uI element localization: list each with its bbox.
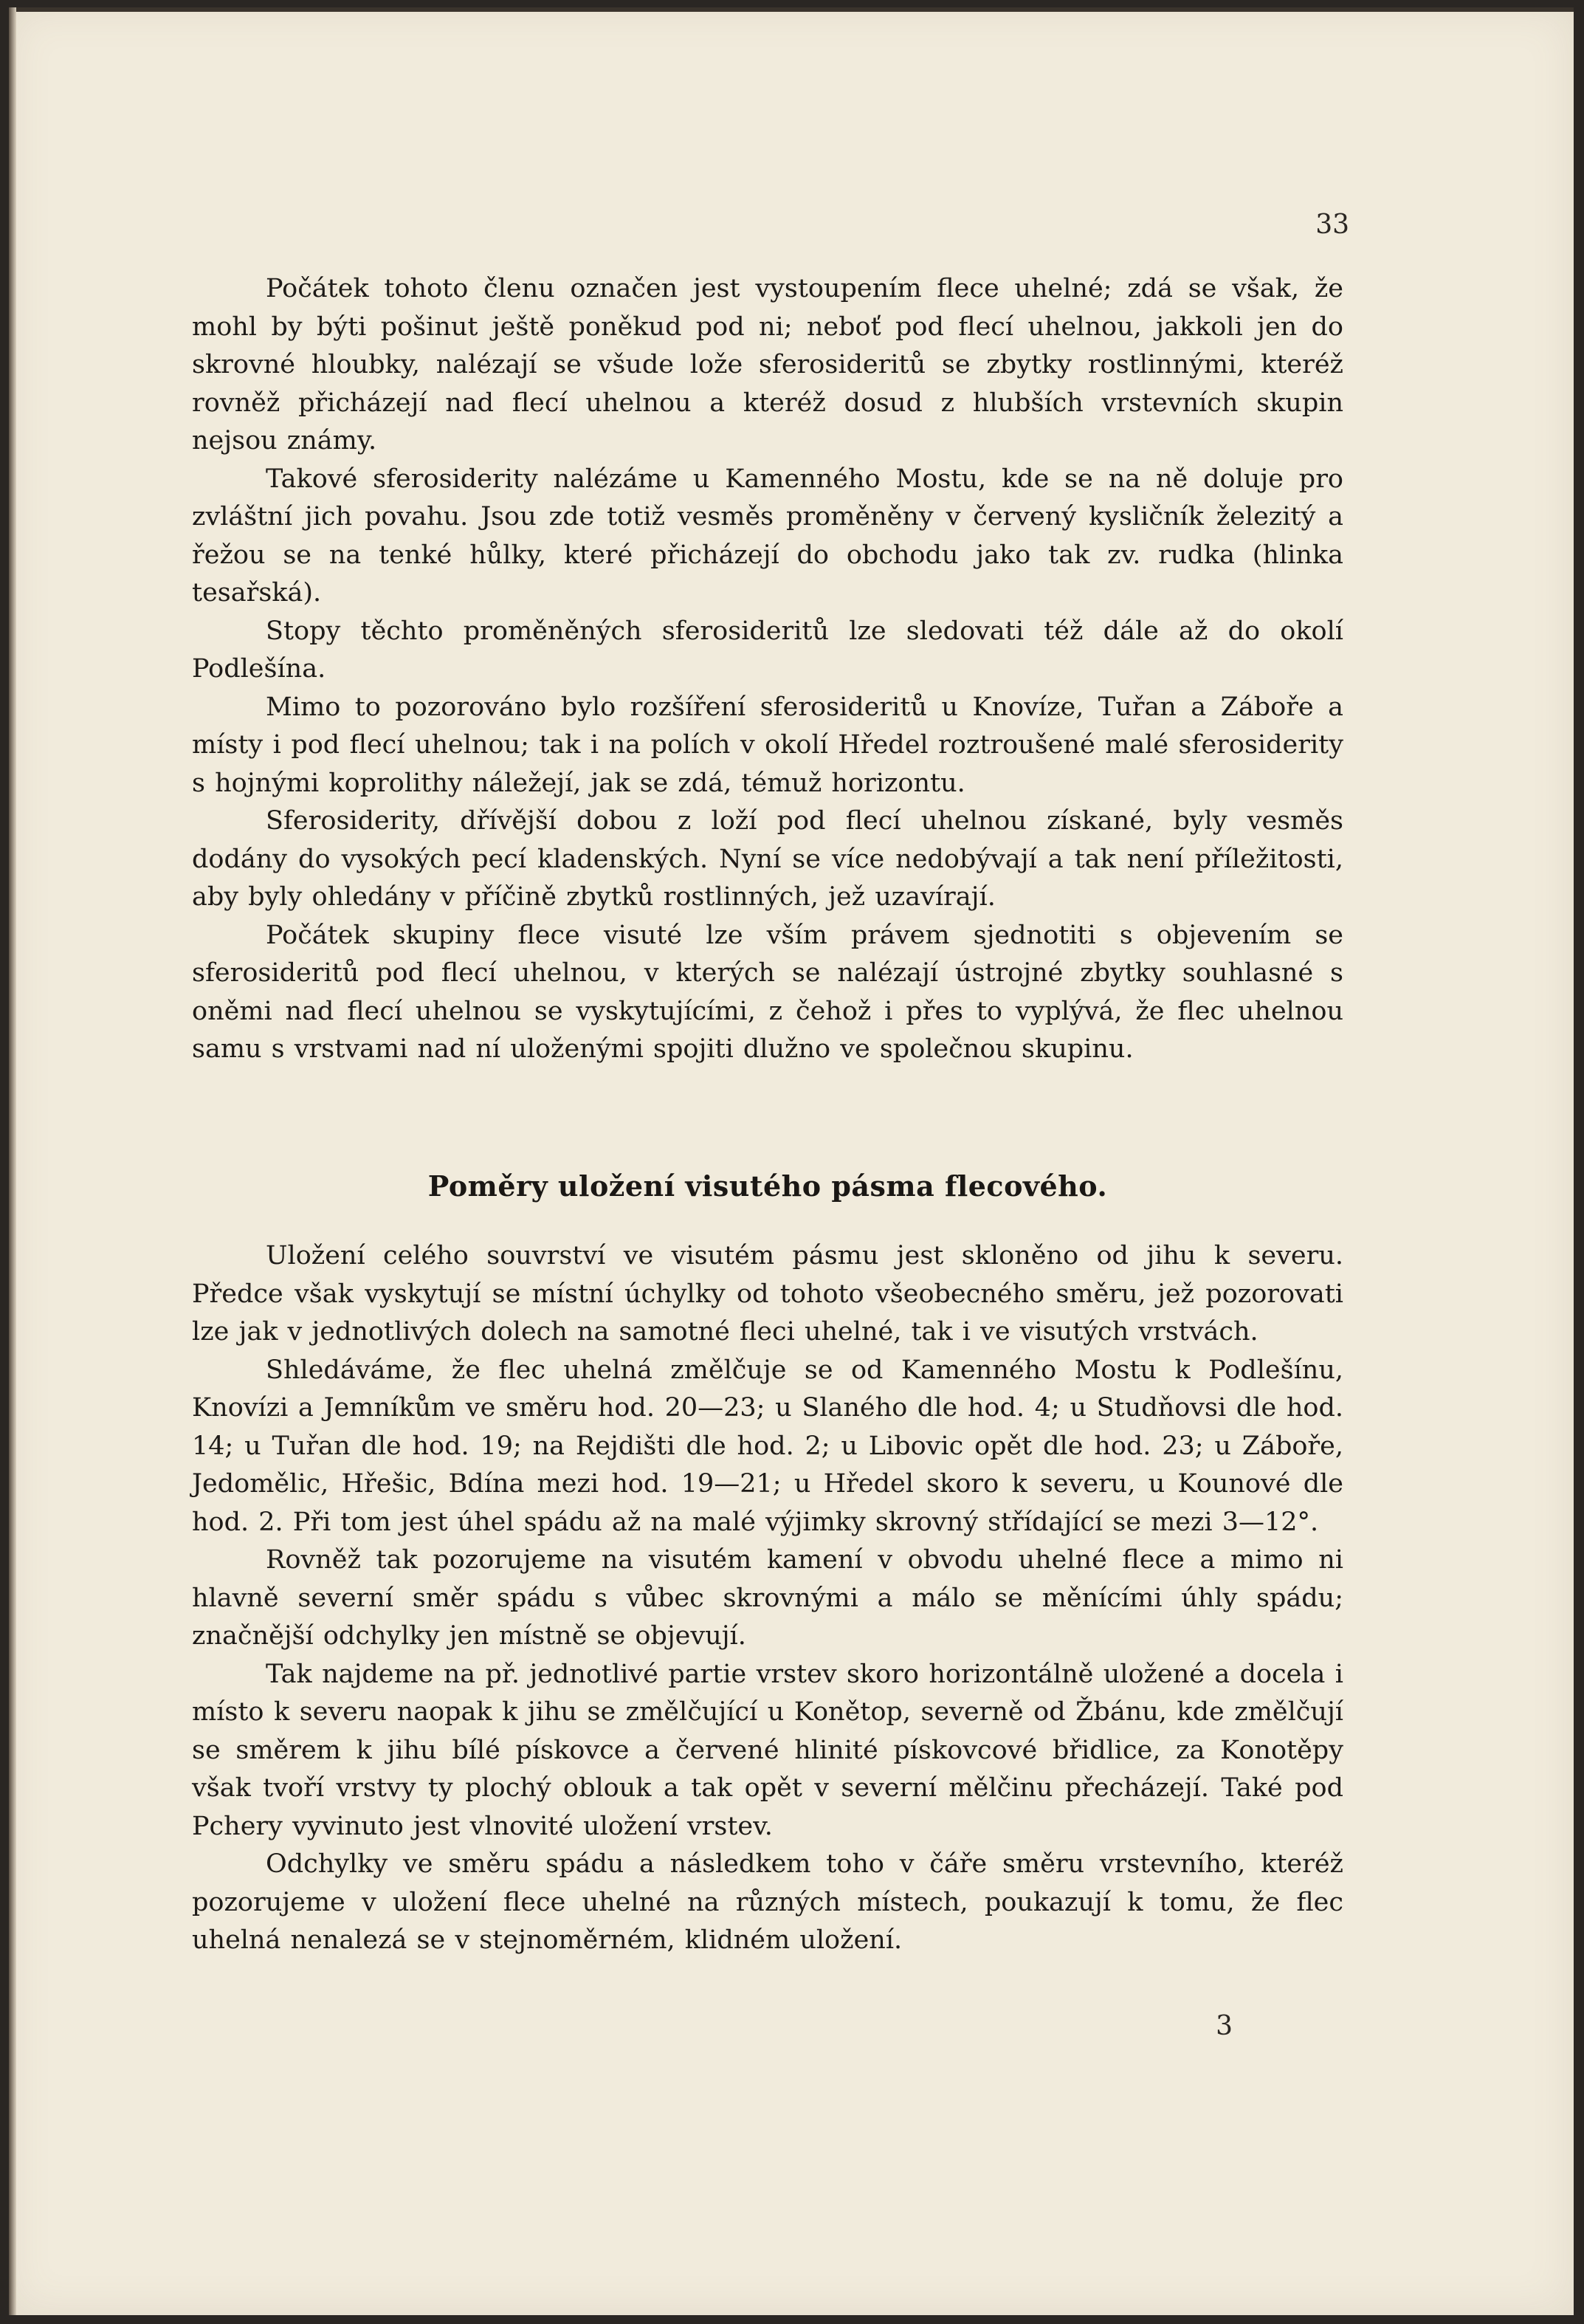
paragraph: Počátek skupiny flece visuté lze vším právem sjednotiti s objevením se sferosideritů pod flecí uhelnou, v kterých se nalézají ústrojné zbytky souhlasné s oněmi nad flecí uhelnou se vyskytujícími, z čehož i přes to vyplývá, že flec uhelnou samu s vrstvami nad ní uloženými spojiti dlužno ve společnou skupinu.: [192, 920, 1343, 1064]
page-number: 33: [1315, 210, 1349, 240]
paragraph: Stopy těchto proměněných sferosideritů lze sledovati též dále až do okolí Podlešína.: [192, 616, 1343, 684]
paragraph: Shledáváme, že flec uhelná změlčuje se od Kamenného Mostu k Podlešínu, Knovízi a Jemníkům ve směru hod. 20—23; u Slaného dle hod. 4; u Studňovsi dle hod. 14; u Tuřan dle hod. 19; na Rejdišti dle hod. 2; u Libovic opět dle hod. 23; u Zábořе, Jedomělic, Hřešic, Bdína mezi hod. 19—21; u Hředel skoro k severu, u Kounové dle hod. 2. Při tom jest úhel spádu až na malé výjimky skrovný střídající se mezi 3—12°.: [192, 1355, 1343, 1537]
top-edge-rule: [9, 7, 1574, 12]
paragraph: Sferosiderity, dřívější dobou z loží pod flecí uhelnou získané, byly vesměs dodány do vysokých pecí kladenských. Nyní se více nedobývají a tak není příležitosti, aby byly ohledány v příčině zbytků rostlinných, jež uzavírají.: [192, 806, 1343, 912]
signature-mark: 3: [1216, 2011, 1233, 2041]
paragraph: Takové sferosiderity nalézáme u Kamenného Mostu, kde se na ně doluje pro zvláštní jich povahu. Jsou zde totiž vesměs proměněny v červený kysličník železitý a řežou se na tenké hůlky, které přicházejí do obchodu jako tak zv. rudka (hlinka tesařská).: [192, 464, 1343, 608]
section-2-body: [192, 1237, 1343, 1960]
paragraph: Odchylky ve směru spádu a následkem toho v čáře směru vrstevního, kteréž pozorujeme v uložení flece uhelné na různých místech, poukazují k tomu, že flec uhelná nenalezá se v stejnoměrném, klidném uložení.: [192, 1849, 1343, 1955]
paragraph: Rovněž tak pozorujeme na visutém kamení v obvodu uhelné flece a mimo ni hlavně severní směr spádu s vůbec skrovnými a málo se měnícími úhly spádu; značnější odchylky jen místně se objevují.: [192, 1545, 1343, 1651]
paragraph: Počátek tohoto členu označen jest vystoupením flece uhelné; zdá se však, že mohl by býti pošinut ještě poněkud pod ni; neboť pod flecí uhelnou, jakkoli jen do skrovné hloubky, nalézají se všude lože sferosideritů se zbytky rostlinnými, kteréž rovněž přicházejí nad flecí uhelnou a kteréž dosud z hlubších vrstevních skupin nejsou známy.: [192, 274, 1343, 455]
binding-edge: [9, 7, 16, 2315]
paragraph: Tak najdeme na př. jednotlivé partie vrstev skoro horizontálně uložené a docela i místo k severu naopak k jihu se změlčující u Konětop, severně od Žbánu, kde změlčují se směrem k jihu bílé pískovce a červené hlinité pískovcové břidlice, za Konotěpy však tvoří vrstvy ty plochý oblouk a tak opět v severní mělčinu přecházejí. Také pod Pchery vyvinuto jest vlnovité uložení vrstev.: [192, 1659, 1343, 1841]
section-heading-wrap: [192, 1169, 1343, 1203]
section-1-body: [192, 270, 1343, 1069]
section-heading: Poměry uložení visutého pásma flecového.: [427, 1169, 1108, 1203]
paragraph: Uložení celého souvrství ve visutém pásmu jest skloněno od jihu k severu. Předce však vyskytují se místní úchylky od tohoto všeobecného směru, jež pozorovati lze jak v jednotlivých dolech na samotné fleci uhelné, tak i ve visutých vrstvách.: [192, 1241, 1343, 1347]
paragraph: Mimo to pozorováno bylo rozšíření sferosideritů u Knovíze, Tuřan a Zábořе a místy i pod flecí uhelnou; tak i na polích v okolí Hředel roztroušené malé sferosiderity s hojnými koprolithy náležejí, jak se zdá, témuž horizontu.: [192, 692, 1343, 798]
